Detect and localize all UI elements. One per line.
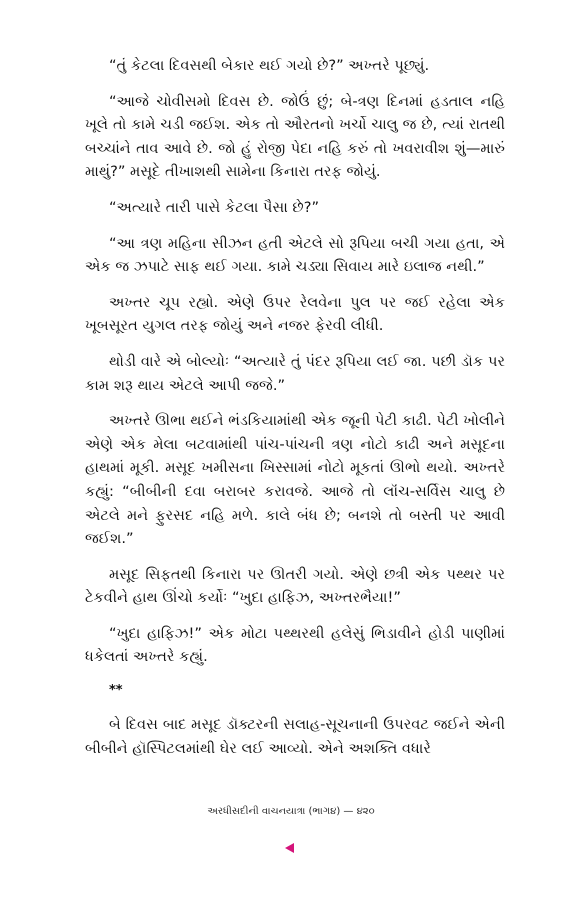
paragraph: મસૂદ સિફતથી કિનારા પર ઊતરી ગયો. એણે છત્રી એક પથ્થર પર ટેકવીને હાથ ઊંચો કર્યોઃ “ખુદા હાફિઝ, અખ્તરભૈયા!” — [85, 565, 505, 607]
paragraph: અખ્તરે ઊભા થઈને ભંડકિયામાંથી એક જૂની પેટી કાઢી. પેટી ખોલીને એણે એક મેલા બટવામાંથી પાંચ-પાંચની ત્રણ નોટો કાઢી અને મસૂદના હાથમાં મૂકી. મસૂદ ખમીસના ખિસ્સામાં નોટો મૂકતાં ઊભો થયો. અખ્તરે કહ્યું: “બીબીની દવા બરાબર કરાવજે. આજે તો લૉંચ-સર્વિસ ચાલુ છે એટલે મને ફુરસદ નહિ મળે. કાલે બંધ છે; બનશે તો બસ્તી પર આવી જઈશ.” — [85, 412, 505, 548]
triangle-left-icon — [283, 842, 295, 854]
paragraph: થોડી વારે એ બોલ્યોઃ “અત્યારે તું પંદર રૂપિયા લઈ જા. પછી ડૉક પર કામ શરૂ થાય એટલે આપી જજે.” — [85, 352, 505, 394]
page-body — [85, 54, 505, 772]
paragraph: “આજે ચોવીસમો દિવસ છે. જોઉં છું; બે-ત્રણ દિનમાં હડતાલ નહિ ખૂલે તો કામે ચડી જઈશ. એક તો ઔરતનો ખર્ચો ચાલુ જ છે, ત્યાં રાતથી બચ્ચાંને તાવ આવે છે. જો હું રોજી પેદા નહિ કરું તો ખવરાવીશ શું—મારું માથું?” મસૂદે તીખાશથી સામેના કિનારા તરફ જોયું. — [85, 92, 506, 181]
previous-page-button[interactable] — [281, 840, 297, 856]
paragraph: “અત્યારે તારી પાસે કેટલા પૈસા છે?” — [109, 198, 320, 216]
page-footer: અરધીસદીની વાચનયાત્રા (ભાગ૪) — ૪૨૦ — [207, 806, 375, 817]
section-separator: ** — [109, 683, 123, 699]
paragraph: “તું કેટલા દિવસથી બેકાર થઈ ગયો છે?” અખ્તરે પૂછ્યું. — [109, 57, 430, 74]
paragraph: “આ ત્રણ મહિના સીઝન હતી એટલે સો રૂપિયા બચી ગયા હતા, એ એક જ ઝપાટે સાફ થઈ ગયા. કામે ચડ્યા સિવાય મારે ઇલાજ નથી.” — [85, 234, 505, 276]
paragraph: અખ્તર ચૂપ રહ્યો. એણે ઉપર રેલવેના પુલ પર જઈ રહેલા એક ખૂબસૂરત યુગલ તરફ જોયું અને નજર ફેરવી લીધી. — [85, 293, 505, 335]
paragraph: બે દિવસ બાદ મસૂદ ડૉક્ટરની સલાહ-સૂચનાની ઉપરવટ જઈને એની બીબીને હૉસ્પિટલમાંથી ઘેર લઈ આવ્યો. એને અશક્તિ વધારે — [85, 716, 505, 757]
paragraph: “ખુદા હાફિઝ!” એક મોટા પથ્થરથી હલેસું ભિડાવીને હોડી પાણીમાં ધકેલતાં અખ્તરે કહ્યું. — [85, 624, 505, 666]
